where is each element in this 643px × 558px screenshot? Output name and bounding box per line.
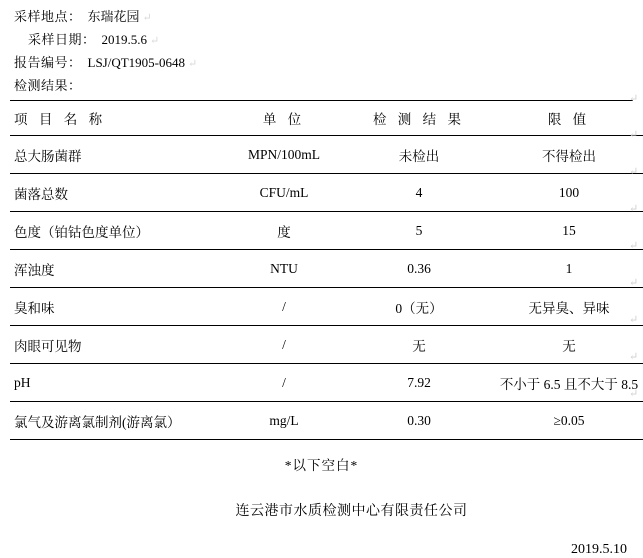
meta-label: 检测结果： [14,78,82,93]
cell-unit: / [219,288,349,326]
table-row [10,250,643,288]
pilcrow-mark: ↵ [629,93,639,105]
pilcrow-mark: ↵ [629,166,639,178]
table-row [10,136,643,174]
table-row [10,212,643,250]
report-meta [14,6,633,96]
cell-limit: 100 [489,174,643,212]
cell-item-name: 色度（铂钴色度单位） [10,212,219,250]
cell-unit: NTU [219,250,349,288]
cell-item-name: 臭和味 [10,288,219,326]
meta-value: 东瑞花园 [87,9,140,24]
meta-label: 采样地点： [14,9,82,24]
cell-result: 4 [349,174,489,212]
cell-result: 7.92 [349,364,489,402]
header-limit: 限 值 [489,101,643,136]
table-row [10,288,643,326]
cell-item-name: pH [10,364,219,402]
pilcrow-mark: ↵ [188,58,198,70]
meta-value: LSJ/QT1905-0648 [87,55,186,70]
blank-note: *以下空白* [284,458,359,473]
meta-row-results-label [14,75,633,96]
table-row [10,174,643,212]
meta-label: 采样日期： [28,32,96,47]
cell-unit: CFU/mL [219,174,349,212]
cell-result: 0（无） [349,288,489,326]
meta-label: 报告编号： [14,55,82,70]
pilcrow-mark: ↵ [142,12,152,24]
company-name: 连云港市水质检测中心有限责任公司 [235,504,468,519]
pilcrow-mark: ↵ [629,240,639,252]
report-date: 2019.5.10 [571,542,627,557]
cell-item-name: 菌落总数 [10,174,219,212]
cell-item-name: 肉眼可见物 [10,326,219,364]
pilcrow-mark: ↵ [629,203,639,215]
cell-limit: 无 [489,326,643,364]
cell-limit: 不得检出 [489,136,643,174]
results-table [10,101,643,440]
cell-result: 0.30 [349,402,489,440]
cell-item-name: 总大肠菌群 [10,136,219,174]
table-row [10,402,643,440]
header-result: 检 测 结 果 [349,101,489,136]
cell-result: 5 [349,212,489,250]
pilcrow-mark: ↵ [629,129,639,141]
meta-value: 2019.5.6 [101,32,148,47]
pilcrow-mark: ↵ [629,314,639,326]
cell-unit: 度 [219,212,349,250]
cell-result: 0.36 [349,250,489,288]
pilcrow-mark: ↵ [629,388,639,400]
pilcrow-mark: ↵ [629,351,639,363]
cell-item-name: 浑浊度 [10,250,219,288]
table-row [10,326,643,364]
cell-unit: / [219,326,349,364]
cell-limit: 15 [489,212,643,250]
cell-unit: / [219,364,349,402]
cell-limit: 不小于 6.5 且不大于 8.5 [489,364,643,402]
header-item-name: 项 目 名 称 [10,101,219,136]
cell-result: 无 [349,326,489,364]
table-row [10,364,643,402]
meta-row-sample-location [14,6,633,29]
cell-item-name: 氯气及游离氯制剂(游离氯） [10,402,219,440]
cell-limit: ≥0.05 [489,402,643,440]
cell-limit: 无异臭、异味 [489,288,643,326]
cell-unit: MPN/100mL [219,136,349,174]
table-header-row [10,101,643,136]
meta-row-report-number [14,52,633,75]
meta-row-sample-date [14,29,633,52]
header-unit: 单 位 [219,101,349,136]
cell-limit: 1 [489,250,643,288]
cell-unit: mg/L [219,402,349,440]
cell-result: 未检出 [349,136,489,174]
pilcrow-mark: ↵ [150,35,160,47]
pilcrow-mark: ↵ [629,277,639,289]
